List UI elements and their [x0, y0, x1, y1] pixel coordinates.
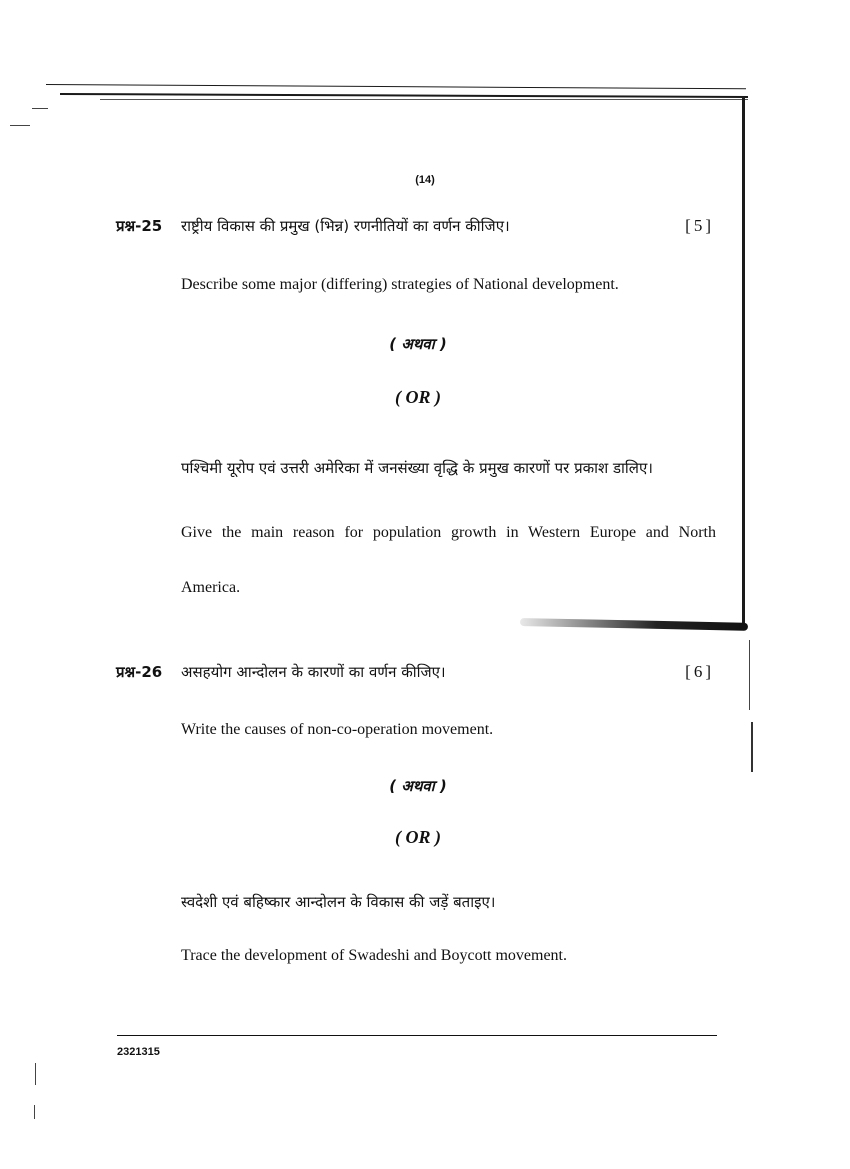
- scan-left-tick-2: [10, 125, 30, 126]
- scan-top-border-2: [60, 93, 748, 98]
- scan-top-border-3: [100, 99, 748, 100]
- paper-code: 2321315: [117, 1046, 160, 1058]
- alternative-question-english-line-1: Give the main reason for population growth in Western Europe and North: [181, 524, 716, 541]
- scan-fold-shadow: [520, 618, 748, 631]
- or-label-hindi: ( अथवा ): [389, 777, 447, 795]
- scan-left-mark-2: [34, 1105, 35, 1119]
- question-number: प्रश्न-26: [116, 663, 163, 681]
- or-label-english: ( OR ): [395, 387, 441, 407]
- question-text-hindi: राष्ट्रीय विकास की प्रमुख (भिन्न) रणनीतियों का वर्णन कीजिए।: [181, 217, 510, 235]
- question-26-header: [116, 662, 716, 688]
- scan-left-mark: [35, 1063, 36, 1085]
- alternative-question-hindi: पश्चिमी यूरोप एवं उत्तरी अमेरिका में जनसंख्या वृद्धि के प्रमुख कारणों पर प्रकाश डालिए।: [181, 459, 653, 477]
- scan-top-border: [46, 84, 746, 89]
- question-text-hindi: असहयोग आन्दोलन के कारणों का वर्णन कीजिए।: [181, 663, 446, 681]
- question-marks: [6]: [685, 662, 714, 681]
- question-text-english: Describe some major (differing) strategies of National development.: [181, 276, 619, 293]
- or-label-english: ( OR ): [395, 827, 441, 847]
- scan-left-tick: [32, 108, 48, 109]
- scan-right-edge-lower-2: [751, 722, 753, 772]
- question-marks: [5]: [685, 216, 714, 235]
- or-label-hindi: ( अथवा ): [389, 335, 447, 353]
- question-text-english: Write the causes of non-co-operation movement.: [181, 721, 494, 738]
- question-number: प्रश्न-25: [116, 217, 163, 235]
- scan-right-edge-lower: [749, 640, 750, 710]
- page-number: (14): [415, 174, 435, 186]
- alternative-question-english-line-2: America.: [181, 579, 241, 596]
- alternative-question-hindi: स्वदेशी एवं बहिष्कार आन्दोलन के विकास की जड़ें बताइए।: [181, 893, 496, 911]
- footer-divider: [117, 1035, 717, 1036]
- question-25-header: [116, 216, 716, 242]
- alternative-question-english: Trace the development of Swadeshi and Boycott movement.: [181, 947, 567, 964]
